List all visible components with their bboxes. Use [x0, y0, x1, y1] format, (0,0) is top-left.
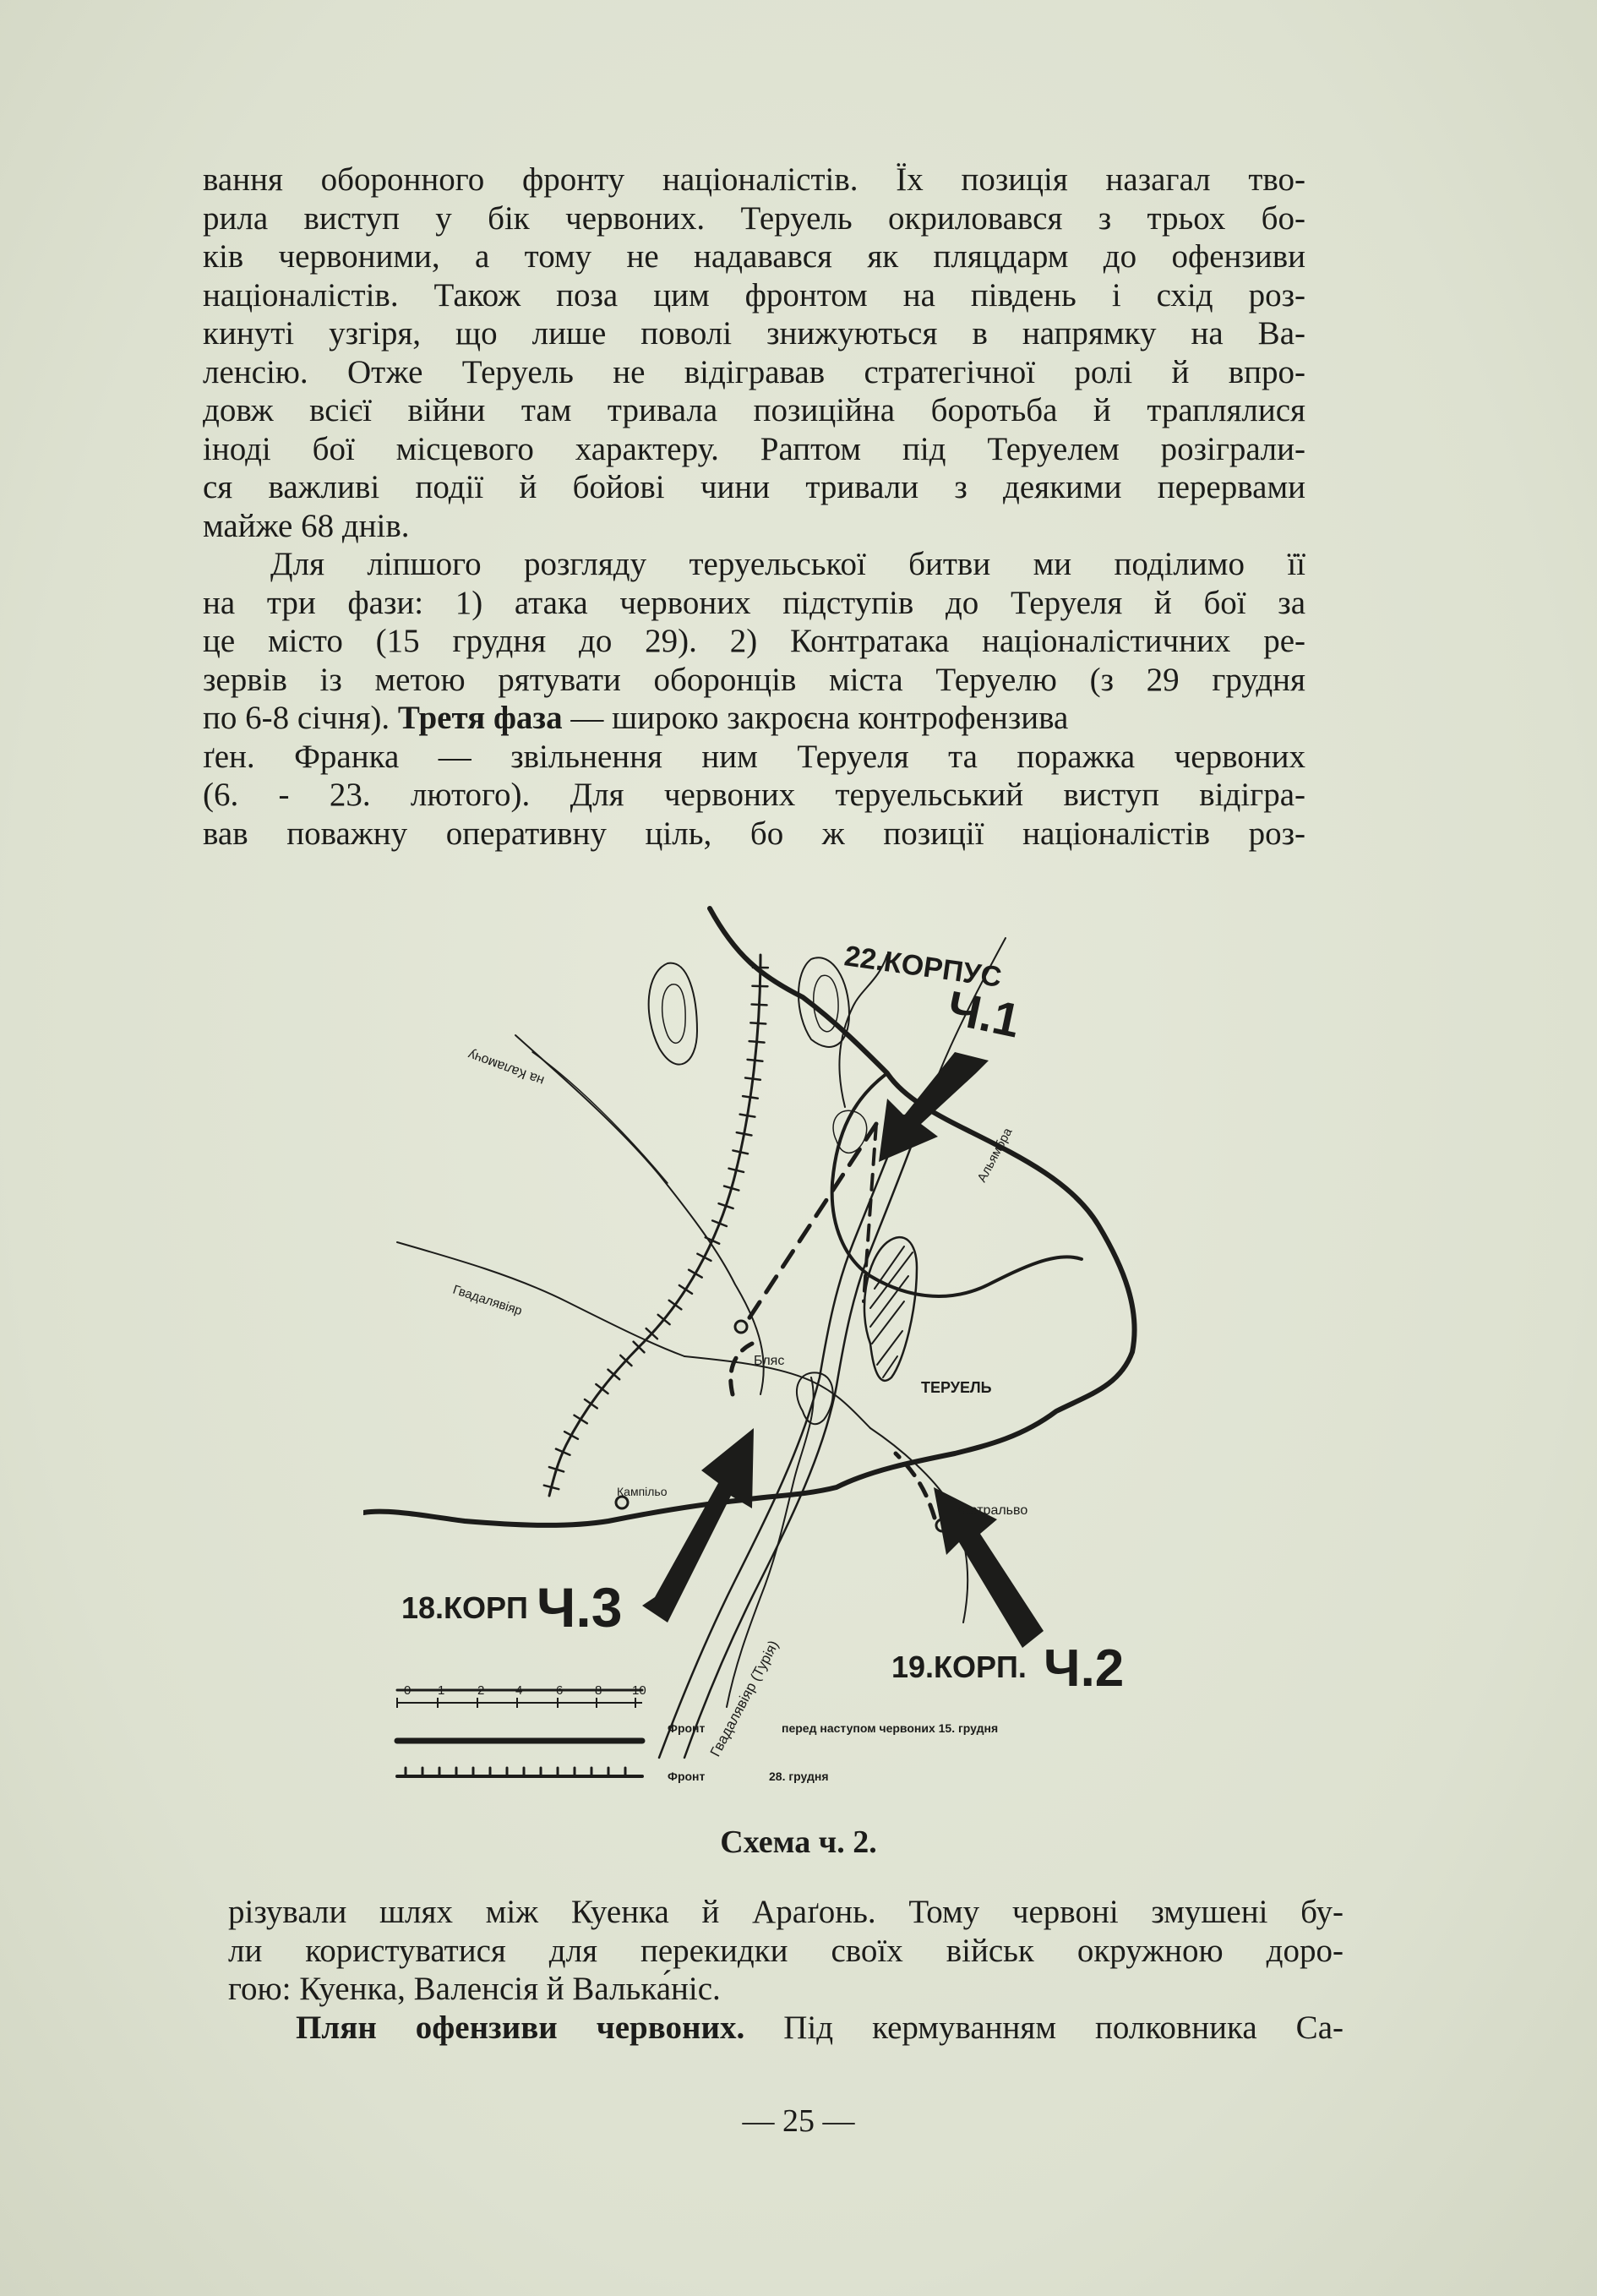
top-paragraphs — [203, 161, 1305, 853]
section-heading-inline: Плян офензиви червоних. — [296, 2009, 745, 2046]
text-line-mixed — [203, 699, 1305, 738]
text-line-mixed — [228, 2009, 1344, 2048]
railway-tick — [689, 1270, 702, 1278]
text-line: ленсію. Отже Теруель не відігравав стратегічної ролі й впро- — [203, 353, 1305, 390]
railway-tick — [596, 1384, 608, 1393]
text-line: вання оборонного фронту націоналістів. Їх позиція назагал тво- — [203, 161, 1305, 198]
text-line: ґен. Франка — звільнення ним Теруеля та поражка червоних — [203, 738, 1305, 775]
kastralvo-label: Кастральво — [955, 1503, 1028, 1518]
figure-caption: Схема ч. 2. — [720, 1824, 877, 1860]
part-2-label: Ч.2 — [1044, 1639, 1125, 1698]
railway-tick — [669, 1301, 682, 1310]
legend-front-label: Фронт — [668, 1770, 706, 1783]
text-line: ли користуватися для перекидки своїх військ окружною доро- — [228, 1932, 1344, 1969]
part-1-label: Ч.1 — [942, 980, 1025, 1048]
railway-tick — [752, 986, 767, 987]
corps-19-label: 19.КОРП. — [891, 1650, 1027, 1684]
text-line: рила виступ у бік червоних. Теруель окриловався з трьох бо- — [203, 199, 1305, 237]
legend-front-label: Фронт — [668, 1721, 706, 1735]
railway-tick — [679, 1285, 692, 1294]
part-3-label: Ч.3 — [537, 1576, 623, 1639]
text-line: ків червоними, а тому не надавався як пляцдарм до офензиви — [203, 238, 1305, 275]
text-line: на три фази: 1) атака червоних підступів до Теруеля й бої за — [203, 584, 1305, 621]
text-line: довж всієї війни там тривала позиційна боротьба й траплялися — [203, 392, 1305, 428]
railway-tick — [745, 1077, 760, 1079]
text-line: вав поважну оперативну ціль, бо ж позиції націоналістів роз- — [203, 815, 1305, 852]
teruel-label: ТЕРУЕЛЬ — [921, 1379, 992, 1396]
railway-tick — [737, 1132, 752, 1135]
text-line: (6. - 23. лютого). Для червоних теруельський виступ відігра- — [203, 777, 1305, 813]
text-line: ся важливі події й бойові чини тривали з деякими перервами — [203, 469, 1305, 505]
text-line: кинуті узгіря, що лише поволі знижуються в напрямку на Ва- — [203, 315, 1305, 352]
corps-18-label: 18.КОРП — [401, 1590, 528, 1625]
text-segment: Під кермуванням полковника Са- — [744, 2009, 1344, 2046]
railway-tick — [743, 1096, 758, 1099]
text-line: різували шлях між Куенка й Араґонь. Тому червоні змушені бу- — [228, 1894, 1344, 1930]
kampilyo-label: Кампільо — [617, 1485, 668, 1498]
railway-tick — [575, 1415, 587, 1424]
legend-front-desc: 28. грудня — [769, 1770, 829, 1783]
railway-tick — [752, 1005, 767, 1006]
alambra-label: Альямбра — [974, 1125, 1016, 1185]
battle-map-svg — [363, 904, 1208, 1817]
text-line: націоналістів. Також поза цим фронтом на південь і схід роз- — [203, 276, 1305, 314]
text-segment: — широко закроєна контрофензива — [562, 700, 1069, 736]
guadalaviar-turia-label: Гвадалявіяр (Турія) — [706, 1638, 782, 1759]
railway-tick — [749, 1041, 765, 1043]
text-line: зервів із метою рятувати оборонців міста Теруелю (з 29 грудня — [203, 661, 1305, 698]
text-line: гою: Куенка, Валенсія й Валька́ніс. — [228, 1971, 721, 2007]
bottom-paragraphs — [228, 1893, 1344, 2047]
text-segment: по 6-8 січня). — [203, 700, 390, 736]
text-line: Для ліпшого розгляду теруельської битви ми поділимо її — [270, 546, 1305, 582]
battle-map — [363, 904, 1208, 1817]
scale-tick-label: 10 — [632, 1683, 646, 1698]
guadalaviar-label: Гвадалявіяр — [450, 1282, 525, 1319]
text-line: іноді бої місцевого характеру. Раптом під Теруелем розігрaли- — [203, 430, 1305, 467]
text-line: це місто (15 грудня до 29). 2) Контратака націоналістичних ре- — [203, 623, 1305, 659]
railway-tick — [585, 1399, 597, 1408]
phase-three-label: Третя фаза — [397, 700, 563, 736]
railway-tick — [748, 1060, 763, 1061]
scale-tick-label: 6 — [556, 1683, 564, 1698]
text-line: майже 68 днів. — [203, 507, 410, 544]
blyas-label: Бляс — [754, 1354, 785, 1368]
scale-tick-label: 0 — [404, 1683, 412, 1698]
scale-tick-label: 4 — [515, 1683, 523, 1698]
scale-tick-label: 8 — [595, 1683, 602, 1698]
railway-tick — [740, 1115, 755, 1117]
kalamocha-label: на Каламочу — [466, 1046, 547, 1088]
corps-22-label: 22.КОРПУС — [842, 940, 1004, 994]
legend-front-desc: перед наступом червоних 15. грудня — [782, 1721, 999, 1735]
scale-tick-label: 1 — [438, 1683, 445, 1698]
scale-tick-label: 2 — [477, 1683, 485, 1698]
page-number: — 25 — — [742, 2103, 855, 2139]
